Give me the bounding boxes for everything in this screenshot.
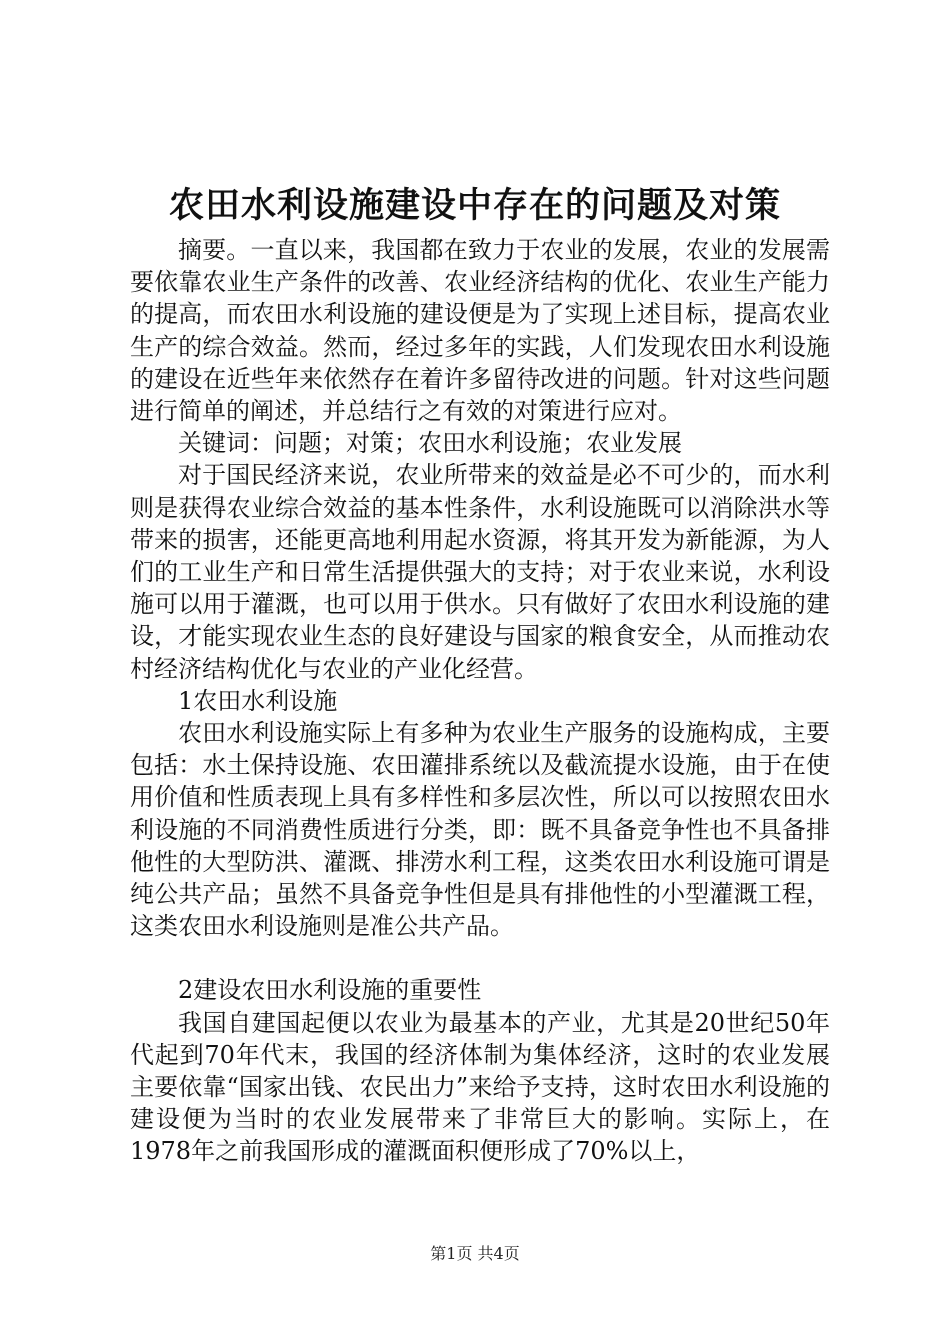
section-2-paragraph: 我国自建国起便以农业为最基本的产业，尤其是20世纪50年代起到70年代末，我国的经济体制为集体经济，这时的农业发展主要依靠“国家出钱、农民出力”来给予支持，这时农田水利设施的建设便为当时的农业发展带来了非常巨大的影响。实际上，在1978年之前我国形成的灌溉面积便形成了70%以上，: [130, 1008, 830, 1166]
section-1-paragraph: 农田水利设施实际上有多种为农业生产服务的设施构成，主要包括：水土保持设施、农田灌排系统以及截流提水设施，由于在使用价值和性质表现上具有多样性和多层次性，所以可以按照农田水利设施的不同消费性质进行分类，即：既不具备竞争性也不具备排他性的大型防洪、灌溉、排涝水利工程，这类农田水利设施可谓是纯公共产品；虽然不具备竞争性但是具有排他性的小型灌溉工程，这类农田水利设施则是准公共产品。: [130, 719, 830, 941]
document-title: 农田水利设施建设中存在的问题及对策: [168, 185, 781, 226]
page-footer: 第1页 共4页: [430, 1244, 520, 1263]
section-heading-2: 2建设农田水利设施的重要性: [178, 976, 482, 1005]
section-heading-1: 1农田水利设施: [178, 686, 338, 715]
abstract-paragraph: 摘要。一直以来，我国都在致力于农业的发展，农业的发展需要依靠农业生产条件的改善、农业经济结构的优化、农业生产能力的提高，而农田水利设施的建设便是为了实现上述目标，提高农业生产的综合效益。然而，经过多年的实践，人们发现农田水利设施的建设在近些年来依然存在着许多留待改进的问题。针对这些问题进行简单的阐述，并总结行之有效的对策进行应对。: [130, 236, 830, 426]
document-body: [130, 234, 830, 1168]
keywords-paragraph: 关键词：问题；对策；农田水利设施；农业发展: [178, 429, 682, 458]
intro-paragraph: 对于国民经济来说，农业所带来的效益是必不可少的，而水利则是获得农业综合效益的基本性条件，水利设施既可以消除洪水等带来的损害，还能更高地利用起水资源，将其开发为新能源，为人们的工业生产和日常生活提供强大的支持；对于农业来说，水利设施可以用于灌溉，也可以用于供水。只有做好了农田水利设施的建设，才能实现农业生态的良好建设与国家的粮食安全，从而推动农村经济结构优化与农业的产业化经营。: [130, 461, 830, 683]
